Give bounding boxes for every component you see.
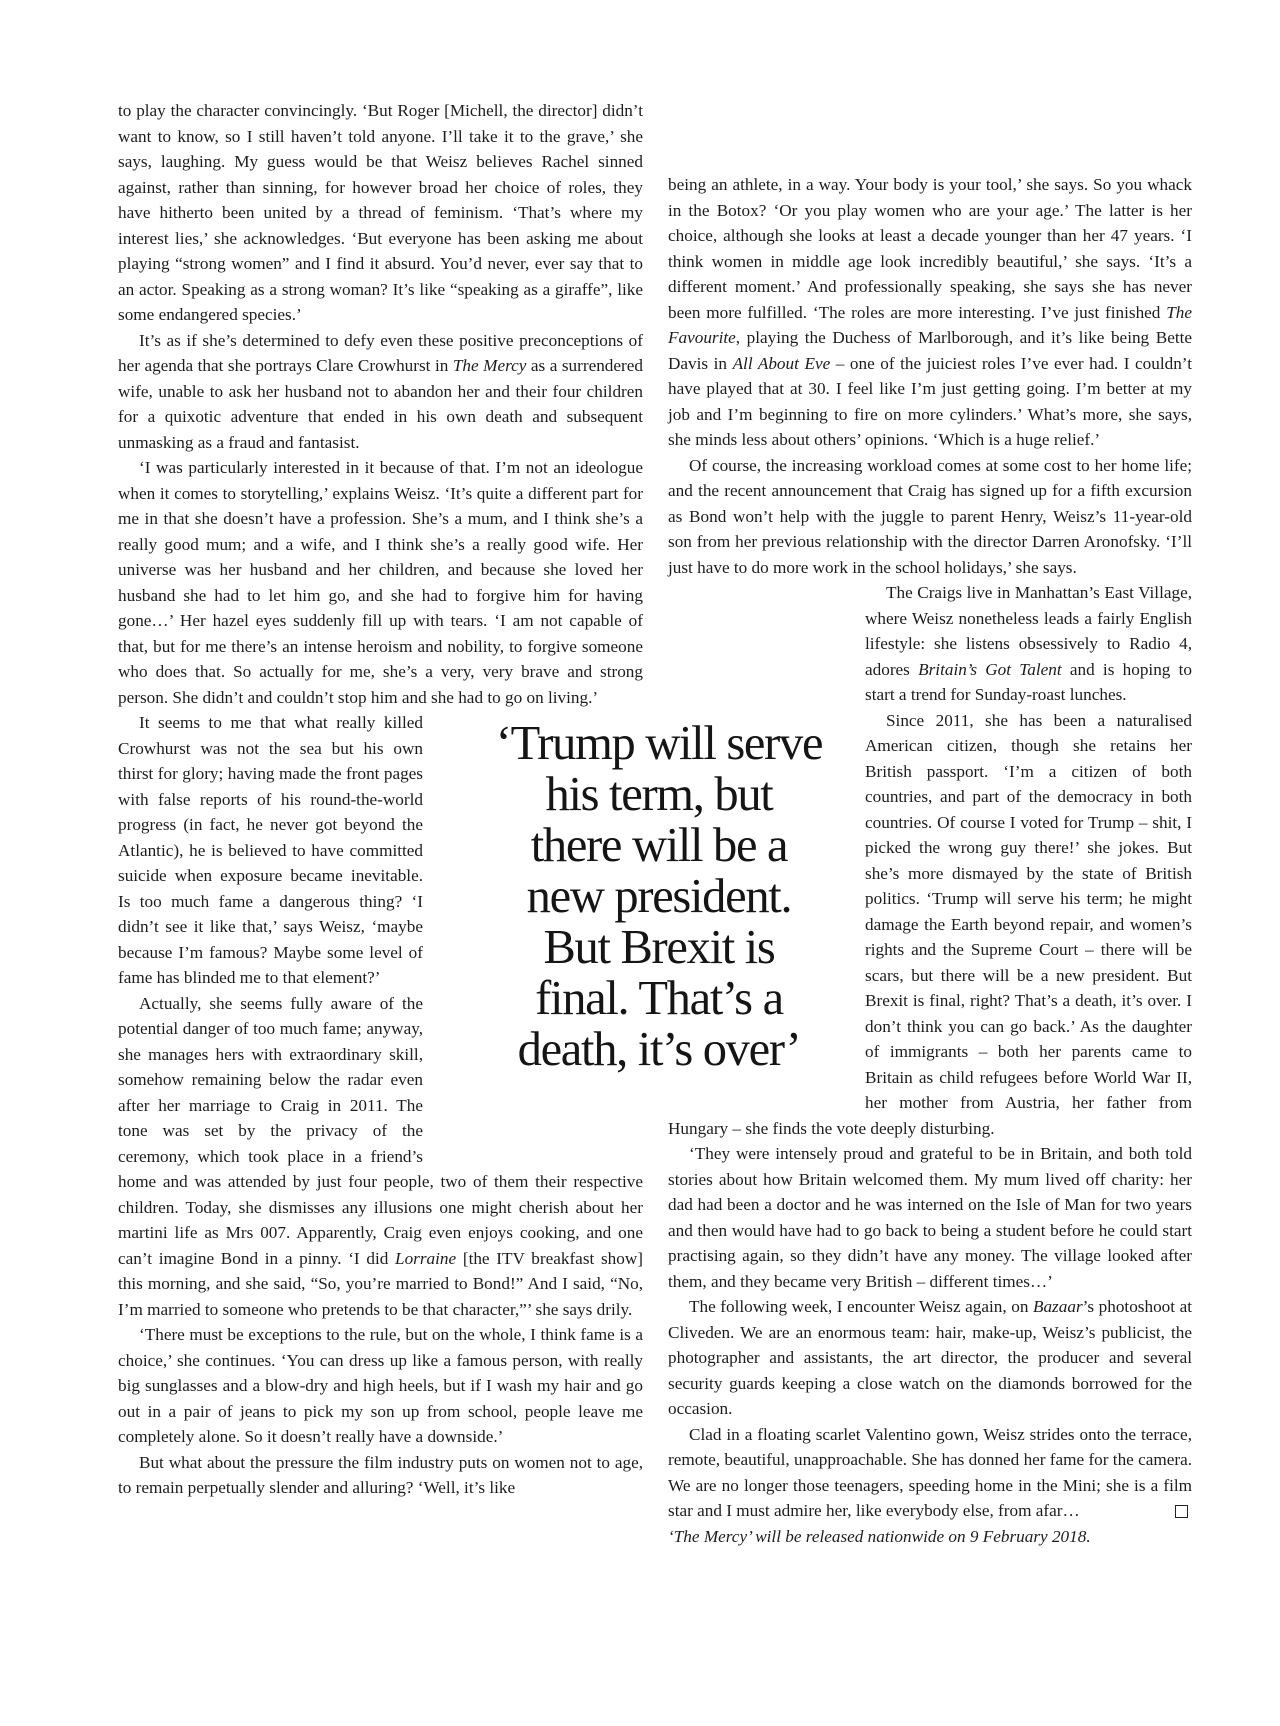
paragraph	[668, 1422, 1192, 1524]
paragraph: being an athlete, in a way. Your body is your tool,’ she says. So you whack in the Botox? ‘Or you play women who are your age.’ The latter is her choice, although she looks at least a decade younger than her 47 years. ‘I think women in middle age look incredibly beautiful,’ she says. ‘It’s a different moment.’ And professionally speaking, she says she has never been more fulfilled. ‘The roles are more interesting. I’ve just finished The Favourite, playing the Duchess of Marlborough, and it’s like being Bette Davis in All About Eve – one of the juiciest roles I’ve ever had. I couldn’t have played that at 30. I feel like I’m just getting going. I’m better at my job and I’m beginning to fire on more cylinders.’ What’s more, she says, she minds less about others’ opinions. ‘Which is a huge relief.’	[668, 175, 1192, 449]
paragraph: ‘They were intensely proud and grateful to be in Britain, and both told stories about how Britain welcomed them. My mum lived off charity: her dad had been a doctor and he was interned on the Isle of Man for two years and then would have had to go back to being a student before he could start practising again, so they didn’t have any money. The village looked after them, and they became very British – different times…’	[668, 1144, 1192, 1291]
paragraph: Since 2011, she has been a naturalised American citizen, though she retains her British passport. ‘I’m a citizen of both countries, and part of the democracy in both countries. Of course I voted for Trump – shit, I picked the wrong guy there!’ she jokes. But she’s more dismayed by the state of British politics. ‘Trump will serve his term; he might damage the Earth beyond repair, and women’s rights and the Supreme Court – there will be scars, but there will be a new president. But Brexit is final, right? That’s a death, it’s over. I don’t think you can go back.’ As the daughter of immigrants – both her parents came to Britain as child refugees before World War II, her mother from Austria, her father from Hungary – she finds the vote deeply disturbing.	[668, 710, 1192, 1138]
paragraph: Actually, she seems fully aware of the potential danger of too much fame; anyway, she manages hers with extraordinary skill, somehow remaining below the radar even after her marriage to Craig in 2011. The tone was set by the privacy of the ceremony, which took place in a friend’s home and was attended by just four people, two of them their respective children. Today, she dismisses any illusions one might cherish about her martini life as Mrs 007. Apparently, Craig even enjoys cooking, and one can’t imagine Bond in a pinny. ‘I did Lorraine [the ITV breakfast show] this morning, and she said, “So, you’re married to Bond!” And I said, “No, I’m married to someone who pretends to be that character,”’ she says drily.	[118, 993, 643, 1319]
final-paragraph-text: Clad in a floating scarlet Valentino gown, Weisz strides onto the terrace, remote, beautiful, unapproachable. She has donned her fame for the camera. We are no longer those teenagers, speeding home in the Mini; she is a film star and I must admire her, like everybody else, from afar…	[668, 1424, 1192, 1520]
paragraph: It’s as if she’s determined to defy even these positive preconceptions of her agenda that she portrays Clare Crowhurst in The Mercy as a surrendered wife, unable to ask her husband not to abandon her and their four children for a quixotic adventure that ended in his own death and subsequent unmasking as a fraud and fantasist.	[118, 330, 643, 452]
paragraph: to play the character convincingly. ‘But Roger [Michell, the director] didn’t want to know, so I still haven’t told anyone. I’ll take it to the grave,’ she says, laughing. My guess would be that Weisz believes Rachel sinned against, rather than sinning, for however broad her choice of roles, they have hitherto been united by a thread of feminism. ‘That’s where my interest lies,’ she acknowledges. ‘But everyone has been asking me about playing “strong women” and I find it absurd. You’d never, ever say that to an actor. Speaking as a strong woman? It’s like “speaking as a giraffe”, like some endangered species.’	[118, 101, 643, 324]
paragraph: The Craigs live in Manhattan’s East Village, where Weisz nonetheless leads a fairly English lifestyle: she listens obsessively to Radio 4, adores Britain’s Got Talent and is hoping to start a trend for Sunday-roast lunches.	[865, 583, 1192, 704]
paragraph: ‘I was particularly interested in it because of that. I’m not an ideologue when it comes to storytelling,’ explains Weisz. ‘It’s quite a different part for me in that she doesn’t have a profession. She’s a mum, and I think she’s a really good mum; and a wife, and I think she’s a really good wife. Her universe was her husband and her children, and because she loved her husband she had to let him go, and she had to forgive him for having gone…’ Her hazel eyes suddenly fill up with tears. ‘I am not capable of that, but for me there’s an intense heroism and nobility, to forgive someone who does that. So actually for me, she’s a very, very brave and strong person. She didn’t and couldn’t stop him and she had to go on living.’	[118, 458, 643, 707]
pull-quote: ‘Trump will serve his term, but there will be a new president. But Brexit is final. That’s a death, it’s over’	[495, 717, 823, 1076]
paragraph: Of course, the increasing workload comes at some cost to her home life; and the recent announcement that Craig has signed up for a fifth excursion as Bond won’t help with the juggle to parent Henry, Weisz’s 11-year-old son from her previous relationship with the director Darren Aronofsky. ‘I’ll just have to do more work in the school holidays,’ she says.	[668, 455, 1192, 577]
release-credit: ‘The Mercy’ will be released nationwide on 9 February 2018.	[668, 1526, 1091, 1546]
paragraph: It seems to me that what really killed Crowhurst was not the sea but his own thirst for glory; having made the front pages with false reports of his round-the-world progress (in fact, he never got beyond the Atlantic), he is believed to have committed suicide when exposure became inevitable. Is too much fame a dangerous thing? ‘I didn’t see it like that,’ says Weisz, ‘maybe because I’m famous? Maybe some level of fame has blinded me to that element?’	[118, 713, 423, 987]
paragraph: But what about the pressure the film industry puts on women not to age, to remain perpetually slender and alluring? ‘Well, it’s like	[118, 1452, 643, 1497]
paragraph: The following week, I encounter Weisz again, on Bazaar’s photoshoot at Cliveden. We are an enormous team: hair, make-up, Weisz’s publicist, the photographer and assistants, the art director, the producer and several security guards keeping a close watch on the diamonds borrowed for the occasion.	[668, 1297, 1193, 1418]
paragraph: ‘There must be exceptions to the rule, but on the whole, I think fame is a choice,’ she continues. ‘You can dress up like a famous person, with really big sunglasses and a blow-dry and high heels, but if I wash my hair and go out in a pair of jeans to pick my son up from school, people leave me completely alone. So it doesn’t really have a downside.’	[118, 1325, 643, 1446]
end-of-article-icon	[1175, 1505, 1188, 1518]
